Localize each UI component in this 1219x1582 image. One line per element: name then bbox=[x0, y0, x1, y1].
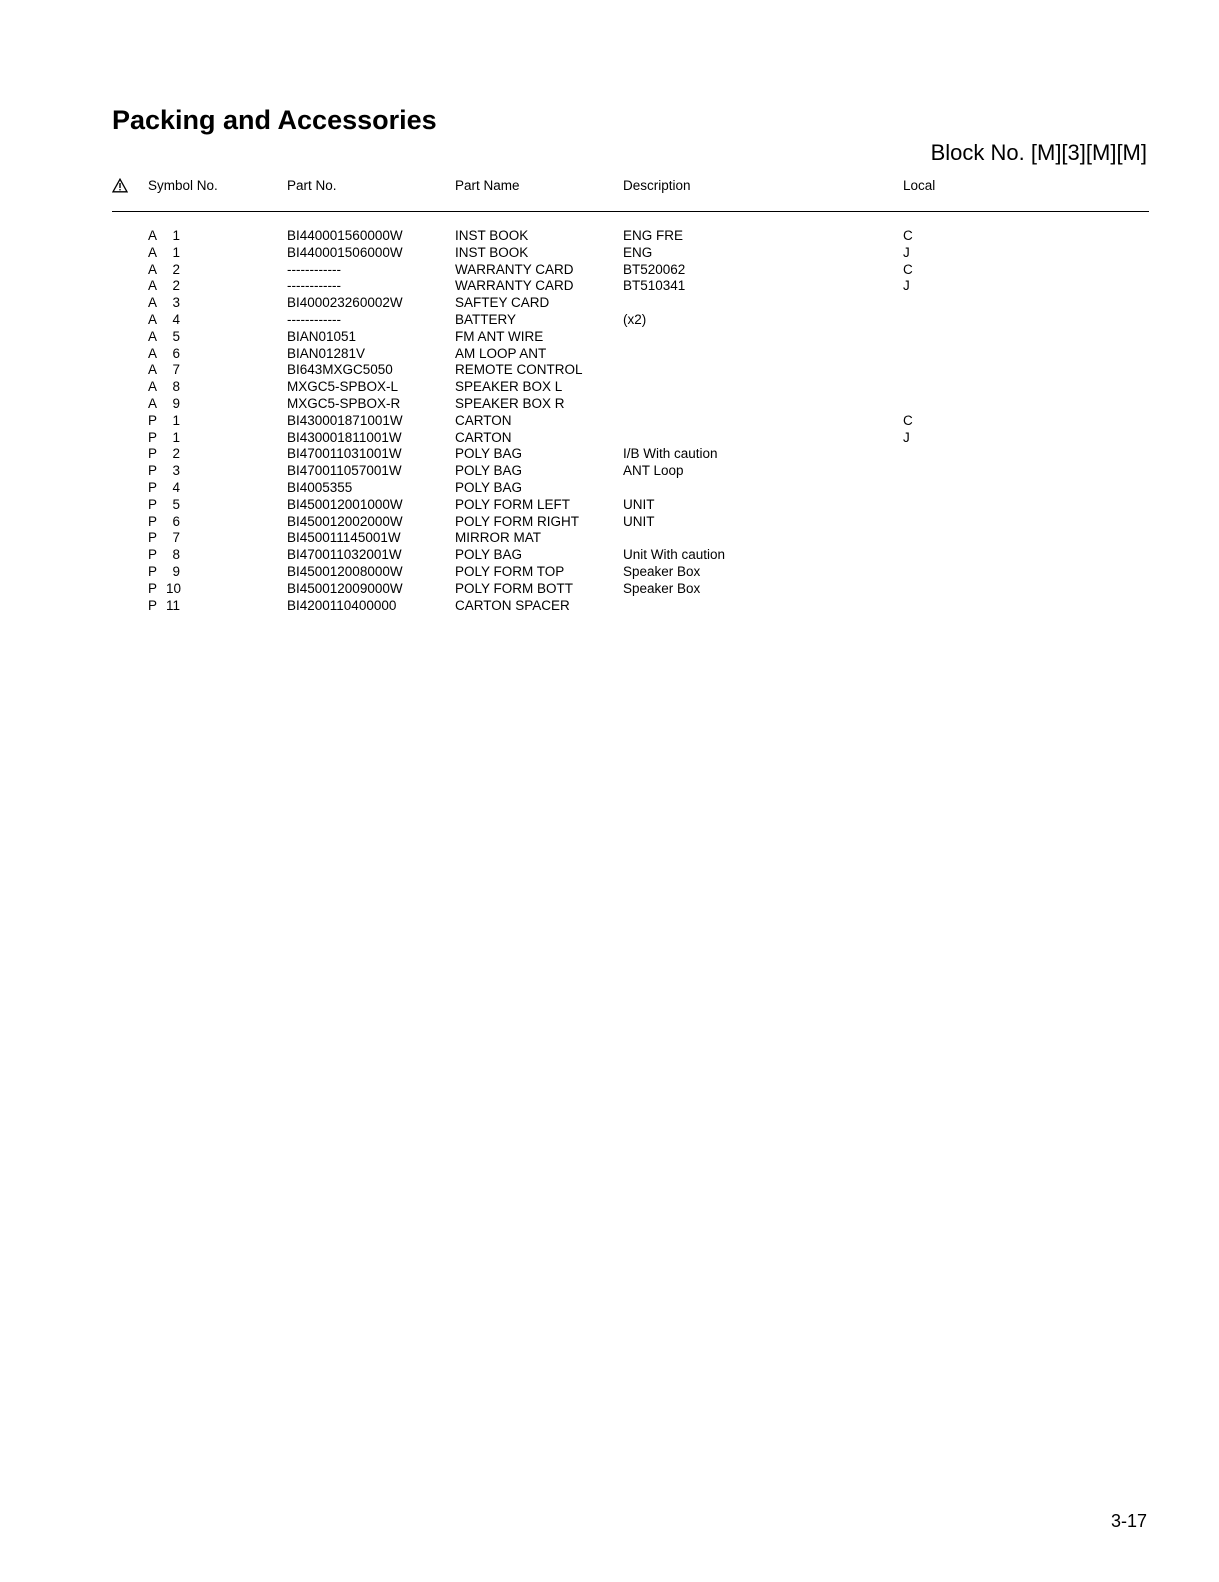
part-name-cell: POLY FORM BOTT bbox=[455, 580, 574, 596]
symbol-letter: A bbox=[148, 295, 158, 311]
table-row bbox=[0, 547, 1219, 564]
part-name-cell: POLY FORM TOP bbox=[455, 563, 565, 579]
part-name-cell: CARTON SPACER bbox=[455, 597, 570, 613]
header-description: Description bbox=[623, 178, 691, 193]
table-row bbox=[0, 295, 1219, 312]
part-name-cell: WARRANTY CARD bbox=[455, 278, 574, 294]
symbol-number: 1 bbox=[172, 244, 180, 260]
table-row bbox=[0, 446, 1219, 463]
symbol-letter: P bbox=[148, 429, 158, 445]
part-name-cell: BATTERY bbox=[455, 311, 517, 327]
part-name-cell: INST BOOK bbox=[455, 228, 529, 243]
symbol-number: 7 bbox=[172, 362, 180, 378]
symbol-letter: P bbox=[148, 479, 158, 495]
parts-table-body bbox=[0, 228, 1219, 614]
symbol-number: 5 bbox=[172, 328, 180, 344]
part-no-cell: BIAN01281V bbox=[287, 345, 366, 361]
symbol-number: 9 bbox=[172, 563, 180, 579]
symbol-number: 5 bbox=[172, 496, 180, 512]
part-no-cell: ------------ bbox=[287, 278, 341, 294]
part-name-cell: POLY BAG bbox=[455, 547, 523, 563]
symbol-number: 2 bbox=[172, 278, 180, 294]
part-name-cell: SPEAKER BOX R bbox=[455, 395, 565, 411]
description-cell: UNIT bbox=[623, 513, 655, 529]
symbol-number: 3 bbox=[172, 295, 180, 311]
symbol-number: 2 bbox=[172, 261, 180, 277]
part-name-cell: CARTON bbox=[455, 429, 512, 445]
symbol-number: 4 bbox=[172, 311, 180, 327]
description-cell: ENG bbox=[623, 244, 653, 260]
symbol-number: 1 bbox=[172, 228, 180, 243]
symbol-letter: A bbox=[148, 278, 158, 294]
description-cell: ANT Loop bbox=[623, 463, 684, 479]
header-part-name: Part Name bbox=[455, 178, 520, 193]
part-no-cell: BI440001560000W bbox=[287, 228, 403, 243]
part-no-cell: BI643MXGC5050 bbox=[287, 362, 393, 378]
table-row bbox=[0, 530, 1219, 547]
table-row bbox=[0, 564, 1219, 581]
header-divider bbox=[112, 211, 1149, 212]
part-name-cell: AM LOOP ANT bbox=[455, 345, 547, 361]
local-cell: C bbox=[903, 261, 913, 277]
table-row bbox=[0, 581, 1219, 598]
symbol-letter: A bbox=[148, 345, 158, 361]
table-row bbox=[0, 329, 1219, 346]
description-cell: I/B With caution bbox=[623, 446, 718, 462]
table-row bbox=[0, 262, 1219, 279]
part-no-cell: BI450012008000W bbox=[287, 563, 403, 579]
symbol-number: 10 bbox=[166, 580, 182, 596]
part-name-cell: POLY FORM LEFT bbox=[455, 496, 571, 512]
part-name-cell: INST BOOK bbox=[455, 244, 529, 260]
part-no-cell: ------------ bbox=[287, 261, 341, 277]
part-name-cell: CARTON bbox=[455, 412, 512, 428]
table-row bbox=[0, 228, 1219, 245]
part-no-cell: BI440001506000W bbox=[287, 244, 403, 260]
symbol-letter: P bbox=[148, 446, 158, 462]
symbol-letter: P bbox=[148, 530, 158, 546]
description-cell: UNIT bbox=[623, 496, 655, 512]
symbol-letter: A bbox=[148, 311, 158, 327]
part-no-cell: BI470011057001W bbox=[287, 463, 402, 479]
table-row bbox=[0, 514, 1219, 531]
description-cell: Unit With caution bbox=[623, 547, 726, 563]
part-name-cell: WARRANTY CARD bbox=[455, 261, 574, 277]
part-no-cell: BI450012002000W bbox=[287, 513, 403, 529]
part-name-cell: POLY BAG bbox=[455, 463, 523, 479]
part-name-cell: POLY FORM RIGHT bbox=[455, 513, 580, 529]
part-name-cell: FM ANT WIRE bbox=[455, 328, 544, 344]
symbol-letter: P bbox=[148, 496, 158, 512]
page-title: Packing and Accessories bbox=[112, 105, 437, 135]
symbol-number: 2 bbox=[172, 446, 180, 462]
part-no-cell: BI470011031001W bbox=[287, 446, 402, 462]
symbol-letter: A bbox=[148, 228, 158, 243]
table-header bbox=[0, 178, 1219, 196]
table-row bbox=[0, 312, 1219, 329]
local-cell: C bbox=[903, 412, 913, 428]
symbol-letter: P bbox=[148, 580, 158, 596]
symbol-number: 11 bbox=[166, 597, 181, 613]
symbol-number: 1 bbox=[172, 429, 180, 445]
header-part-no: Part No. bbox=[287, 178, 337, 193]
description-cell: ENG FRE bbox=[623, 228, 684, 243]
part-no-cell: BI450011145001W bbox=[287, 530, 401, 546]
local-cell: J bbox=[903, 429, 910, 445]
part-no-cell: MXGC5-SPBOX-L bbox=[287, 379, 399, 395]
symbol-letter: A bbox=[148, 244, 158, 260]
part-no-cell: BI470011032001W bbox=[287, 547, 402, 563]
table-row bbox=[0, 480, 1219, 497]
local-cell: C bbox=[903, 228, 913, 243]
table-row bbox=[0, 362, 1219, 379]
part-no-cell: BI430001871001W bbox=[287, 412, 403, 428]
symbol-number: 6 bbox=[172, 345, 180, 361]
header-local: Local bbox=[903, 178, 936, 193]
symbol-number: 3 bbox=[172, 463, 180, 479]
part-no-cell: BI450012009000W bbox=[287, 580, 403, 596]
symbol-letter: P bbox=[148, 547, 158, 563]
symbol-number: 8 bbox=[172, 379, 180, 395]
part-name-cell: SAFTEY CARD bbox=[455, 295, 550, 311]
symbol-letter: P bbox=[148, 597, 158, 613]
symbol-number: 6 bbox=[172, 513, 180, 529]
description-cell: BT510341 bbox=[623, 278, 686, 294]
table-row bbox=[0, 598, 1219, 615]
part-no-cell: BI400023260002W bbox=[287, 295, 403, 311]
description-cell: Speaker Box bbox=[623, 580, 701, 596]
symbol-number: 4 bbox=[172, 479, 180, 495]
table-row bbox=[0, 396, 1219, 413]
part-no-cell: BI430001811001W bbox=[287, 429, 402, 445]
symbol-letter: P bbox=[148, 563, 158, 579]
symbol-number: 7 bbox=[172, 530, 180, 546]
table-row bbox=[0, 413, 1219, 430]
table-row bbox=[0, 245, 1219, 262]
part-name-cell: SPEAKER BOX L bbox=[455, 379, 563, 395]
table-row bbox=[0, 346, 1219, 363]
description-cell: (x2) bbox=[623, 311, 647, 327]
warning-triangle-icon bbox=[112, 178, 128, 193]
symbol-number: 9 bbox=[172, 395, 180, 411]
page-number: 3-17 bbox=[1110, 1511, 1147, 1531]
local-cell: J bbox=[903, 278, 910, 294]
part-name-cell: MIRROR MAT bbox=[455, 530, 541, 546]
symbol-letter: A bbox=[148, 362, 158, 378]
part-no-cell: BIAN01051 bbox=[287, 328, 357, 344]
table-row bbox=[0, 278, 1219, 295]
part-no-cell: MXGC5-SPBOX-R bbox=[287, 395, 401, 411]
symbol-letter: A bbox=[148, 328, 158, 344]
symbol-letter: P bbox=[148, 412, 158, 428]
table-row bbox=[0, 379, 1219, 396]
symbol-letter: P bbox=[148, 463, 158, 479]
part-no-cell: BI450012001000W bbox=[287, 496, 403, 512]
header-symbol-no: Symbol No. bbox=[148, 178, 218, 193]
local-cell: J bbox=[903, 244, 910, 260]
table-row bbox=[0, 430, 1219, 447]
part-no-cell: ------------ bbox=[287, 311, 341, 327]
part-name-cell: REMOTE CONTROL bbox=[455, 362, 583, 378]
description-cell: Speaker Box bbox=[623, 563, 701, 579]
table-row bbox=[0, 497, 1219, 514]
symbol-letter: P bbox=[148, 513, 158, 529]
description-cell: BT520062 bbox=[623, 261, 686, 277]
part-no-cell: BI4005355 bbox=[287, 479, 353, 495]
symbol-number: 8 bbox=[172, 547, 180, 563]
part-name-cell: POLY BAG bbox=[455, 446, 523, 462]
part-name-cell: POLY BAG bbox=[455, 479, 523, 495]
symbol-letter: A bbox=[148, 379, 158, 395]
symbol-letter: A bbox=[148, 395, 158, 411]
symbol-number: 1 bbox=[172, 412, 180, 428]
part-no-cell: BI4200110400000 bbox=[287, 597, 397, 613]
table-row bbox=[0, 463, 1219, 480]
symbol-letter: A bbox=[148, 261, 158, 277]
block-number: Block No. [M][3][M][M] bbox=[930, 140, 1147, 165]
